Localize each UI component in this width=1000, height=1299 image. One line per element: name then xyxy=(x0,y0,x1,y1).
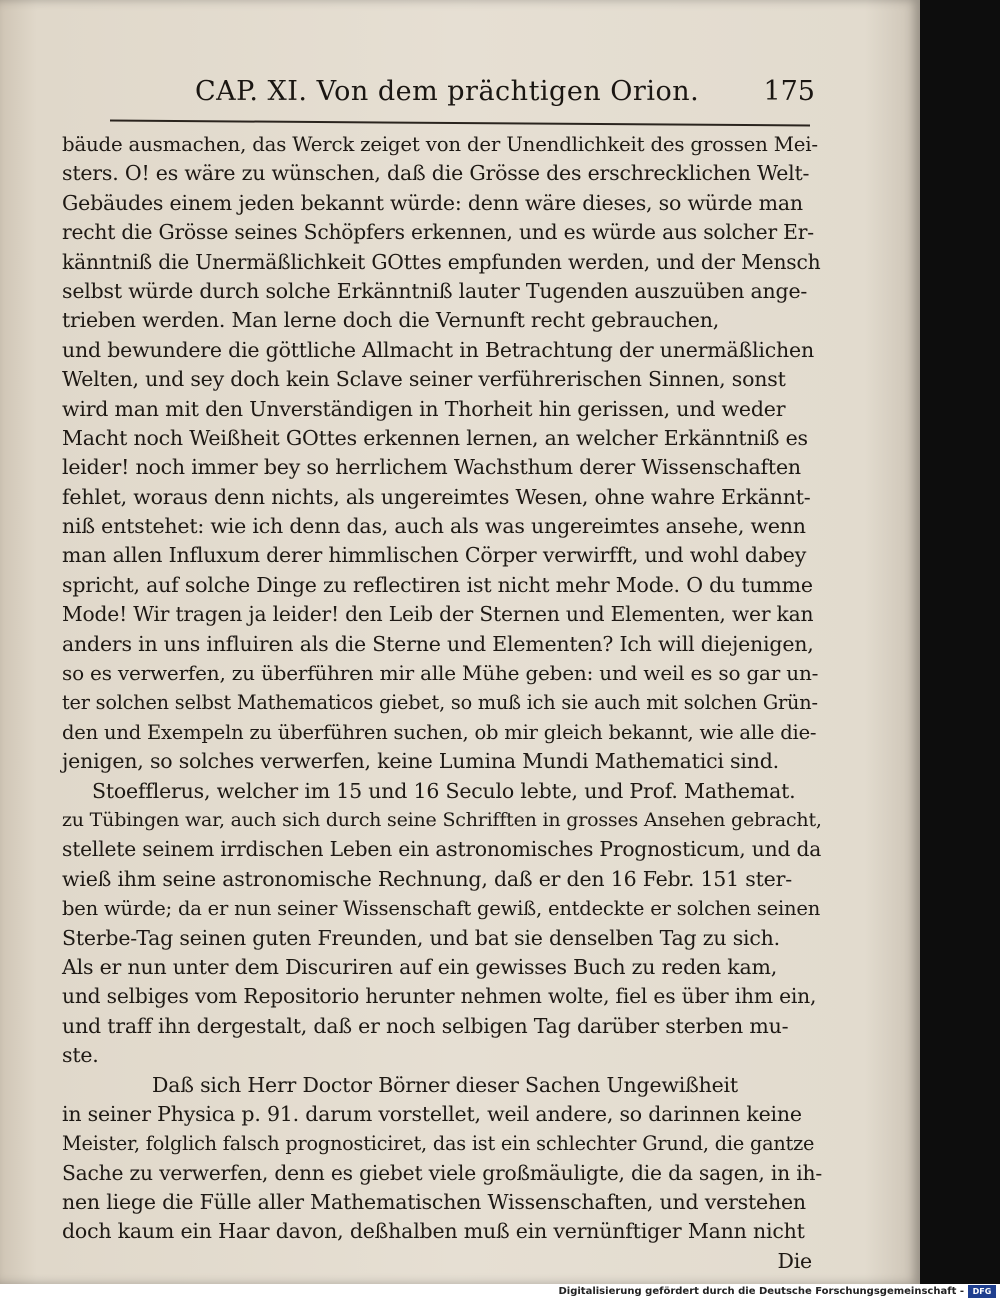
text-line: recht die Grösse seines Schöpfers erkennen, und es würde aus solcher Er- xyxy=(62,220,814,245)
running-head: CAP. XI. Von dem prächtigen Orion. xyxy=(195,76,700,107)
digitization-footer xyxy=(0,1284,1000,1299)
text-line: Stoefflerus, welcher im 15 und 16 Seculo lebte, und Prof. Mathemat. xyxy=(92,778,796,803)
text-line: Welten, und sey doch kein Sclave seiner verführerischen Sinnen, sonst xyxy=(62,367,786,392)
text-line: Daß sich Herr Doctor Börner dieser Sachen Ungewißheit xyxy=(152,1072,738,1097)
text-line: und bewundere die göttliche Allmacht in Betrachtung der unermäßlichen xyxy=(62,337,814,362)
text-line: in seiner Physica p. 91. darum vorstellet, weil andere, so darinnen keine xyxy=(62,1101,802,1126)
text-line: man allen Influxum derer himmlischen Cörper verwirfft, und wohl dabey xyxy=(62,543,807,568)
dfg-logo: DFG xyxy=(968,1285,996,1298)
text-line: und selbiges vom Repositorio herunter nehmen wolte, fiel es über ihm ein, xyxy=(62,984,817,1009)
text-line: Macht noch Weißheit GOttes erkennen lernen, an welcher Erkänntniß es xyxy=(62,425,808,450)
text-line: wird man mit den Unverständigen in Thorheit hin gerissen, und weder xyxy=(62,396,786,421)
text-line: niß entstehet: wie ich denn das, auch als was ungereimtes ansehe, wenn xyxy=(62,514,806,539)
text-line: Meister, folglich falsch prognosticiret, das ist ein schlechter Grund, die gantze xyxy=(62,1132,815,1156)
header-rule xyxy=(110,120,810,127)
text-line: fehlet, woraus denn nichts, als ungereimtes Wesen, ohne wahre Erkännt- xyxy=(62,484,811,509)
catchword: Die xyxy=(777,1248,812,1273)
text-line: leider! noch immer bey so herrlichem Wachsthum derer Wissenschaften xyxy=(62,455,801,480)
text-line: trieben werden. Man lerne doch die Vernunft recht gebrauchen, xyxy=(62,308,720,333)
text-line: sters. O! es wäre zu wünschen, daß die Grösse des erschrecklichen Welt- xyxy=(62,161,810,186)
text-line: ter solchen selbst Mathematicos giebet, so muß ich sie auch mit solchen Grün- xyxy=(62,691,818,715)
text-line: Sterbe-Tag seinen guten Freunden, und bat sie denselben Tag zu sich. xyxy=(62,925,780,950)
text-line: Mode! Wir tragen ja leider! den Leib der Sternen und Elementen, wer kan xyxy=(62,602,814,627)
text-line: wieß ihm seine astronomische Rechnung, daß er den 16 Febr. 151 ster- xyxy=(62,866,792,891)
page-number: 175 xyxy=(763,76,815,107)
text-line: känntniß die Unermäßlichkeit GOttes empfunden werden, und der Mensch xyxy=(62,249,821,274)
text-line: doch kaum ein Haar davon, deßhalben muß ein vernünftiger Mann nicht xyxy=(62,1219,805,1244)
text-line: ste. xyxy=(62,1043,99,1068)
funding-note: Digitalisierung gefördert durch die Deutsche Forschungsgemeinschaft - xyxy=(558,1286,964,1297)
body-text xyxy=(62,130,822,1276)
text-line: selbst würde durch solche Erkänntniß lauter Tugenden auszuüben ange- xyxy=(62,278,808,303)
text-line: den und Exempeln zu überführen suchen, ob mir gleich bekannt, wie alle die- xyxy=(62,720,817,744)
text-line: bäude ausmachen, das Werck zeiget von der Unendlichkeit des grossen Mei- xyxy=(62,133,818,156)
text-line: anders in uns influiren als die Sterne und Elementen? Ich will diejenigen, xyxy=(62,631,814,656)
text-line: nen liege die Fülle aller Mathematischen Wissenschaften, und verstehen xyxy=(62,1190,806,1215)
text-line: so es verwerfen, zu überführen mir alle Mühe geben: und weil es so gar un- xyxy=(62,661,819,686)
text-line: zu Tübingen war, auch sich durch seine Schrifften in grosses Ansehen gebracht, xyxy=(62,808,822,831)
text-line: Als er nun unter dem Discuriren auf ein gewisses Buch zu reden kam, xyxy=(62,954,778,979)
text-line: ben würde; da er nun seiner Wissenschaft gewiß, entdeckte er solchen seinen xyxy=(62,897,821,921)
page-header xyxy=(195,76,815,116)
text-line: Sache zu verwerfen, denn es giebet viele großmäuligte, die da sagen, in ih- xyxy=(62,1160,822,1185)
text-line: stellete seinem irrdischen Leben ein astronomisches Prognosticum, und da xyxy=(62,837,822,862)
text-line: spricht, auf solche Dinge zu reflectiren ist nicht mehr Mode. O du tumme xyxy=(62,572,813,597)
text-line: und traff ihn dergestalt, daß er noch selbigen Tag darüber sterben mu- xyxy=(62,1013,789,1038)
text-line: Gebäudes einem jeden bekannt würde: denn wäre dieses, so würde man xyxy=(62,190,803,215)
text-line: jenigen, so solches verwerfen, keine Lumina Mundi Mathematici sind. xyxy=(62,749,779,774)
